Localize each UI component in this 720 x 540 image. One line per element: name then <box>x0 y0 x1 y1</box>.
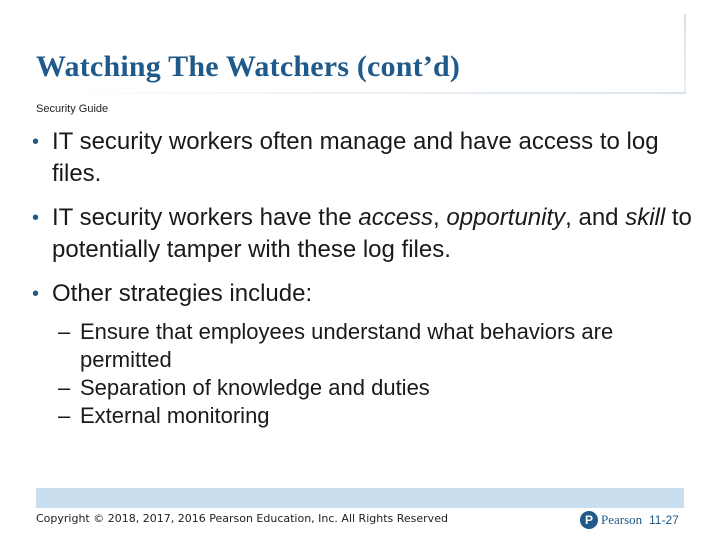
bullet-item <box>32 278 700 310</box>
slide-title: Watching The Watchers (cont’d) <box>36 50 461 83</box>
bullet-dot: • <box>32 283 40 305</box>
pearson-logo-text: Pearson <box>601 512 643 527</box>
sub-item <box>32 374 700 402</box>
frame-line-vertical <box>684 14 686 94</box>
copyright-text: Copyright © 2018, 2017, 2016 Pearson Education, Inc. All Rights Reserved <box>36 512 448 525</box>
bullet-text: to potentially tamper with these log files. <box>52 204 692 263</box>
bullet-text: , <box>433 204 447 231</box>
emphasis-access: access <box>358 204 434 231</box>
sub-dash: – <box>58 319 71 344</box>
slide-subtitle: Security Guide <box>36 103 109 115</box>
emphasis-opportunity: opportunity <box>446 204 566 231</box>
sub-list <box>32 318 700 430</box>
sub-item <box>32 402 700 430</box>
bullet-dot: • <box>32 207 40 229</box>
footer-bar <box>36 488 684 508</box>
pearson-logo <box>580 510 642 530</box>
bullet-dot: • <box>32 131 40 153</box>
page-number: 11-27 <box>649 513 679 527</box>
emphasis-skill: skill <box>625 204 666 231</box>
title-underline <box>34 92 686 94</box>
bullet-text: IT security workers have the <box>52 204 359 231</box>
bullet-text: IT security workers often manage and have access to log files. <box>52 128 659 187</box>
bullet-text: Other strategies include: <box>52 280 313 307</box>
slide-body <box>32 126 700 430</box>
bullet-text: , and <box>565 204 626 231</box>
pearson-logo-icon: P <box>580 511 598 529</box>
bullet-item <box>32 202 700 266</box>
sub-item <box>32 318 700 374</box>
bullet-item <box>32 126 700 190</box>
sub-item-text: External monitoring <box>80 403 270 428</box>
sub-item-text: Separation of knowledge and duties <box>80 375 430 400</box>
sub-dash: – <box>58 403 71 428</box>
sub-item-text: Ensure that employees understand what behaviors are permitted <box>80 319 614 372</box>
sub-dash: – <box>58 375 71 400</box>
